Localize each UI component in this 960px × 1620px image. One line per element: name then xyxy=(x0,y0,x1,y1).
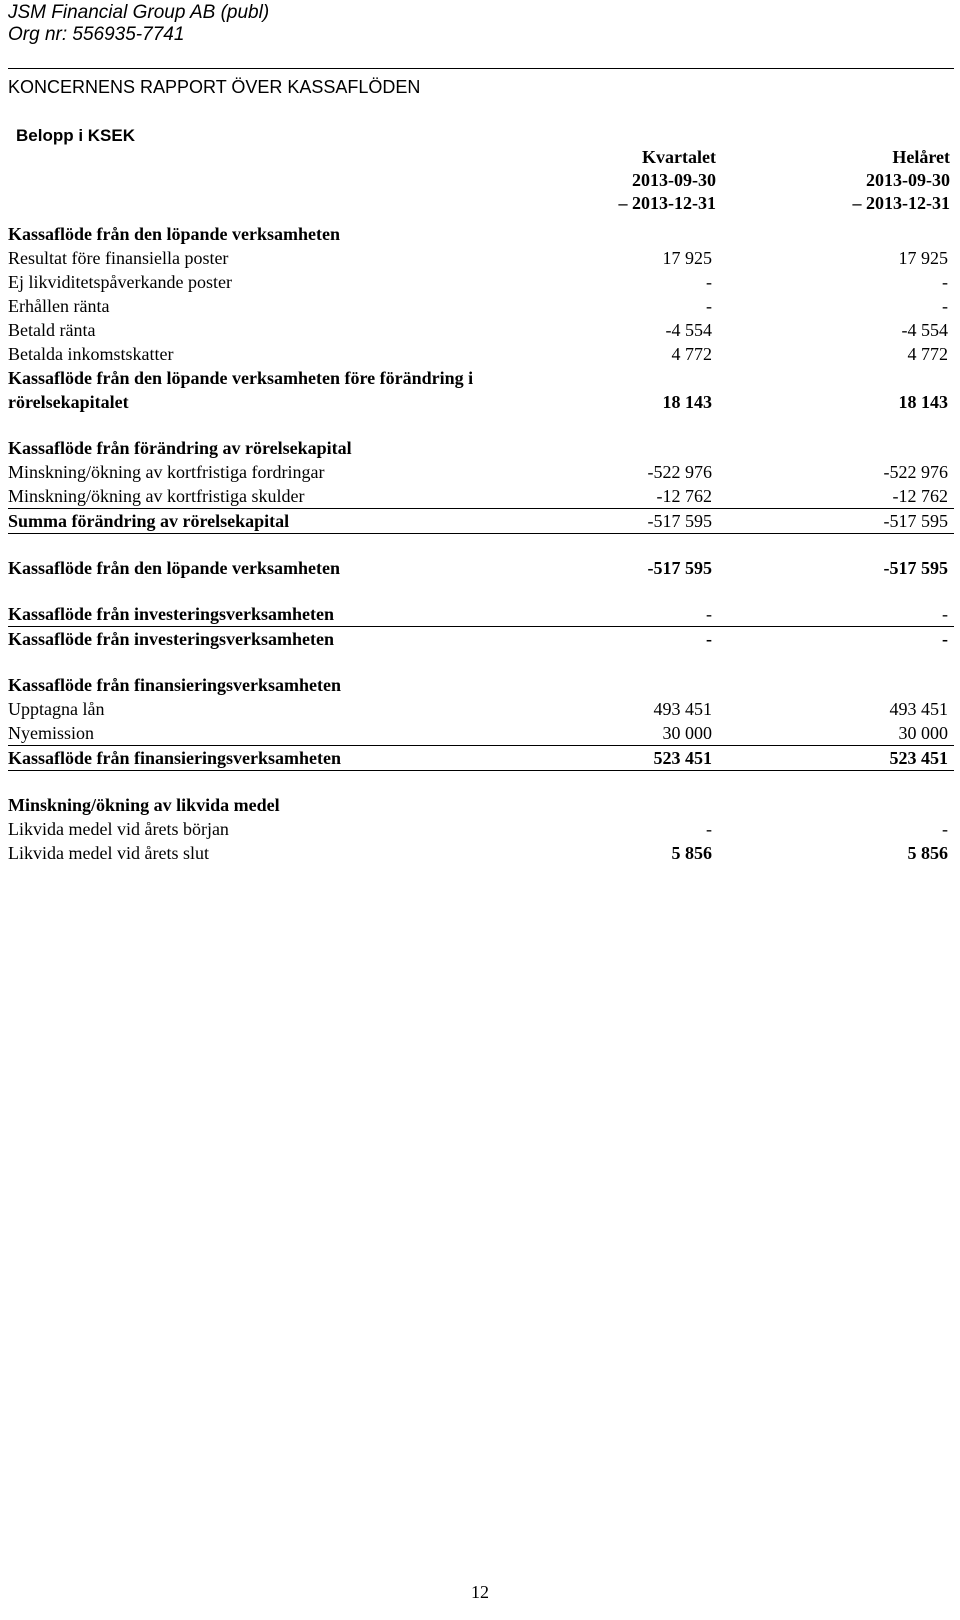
row-value-year: -4 554 xyxy=(901,320,948,340)
row-label: Kassaflöde från finansieringsverksamheten xyxy=(8,746,568,771)
table-row xyxy=(8,721,954,746)
table-row xyxy=(8,294,954,318)
cashflow-table-body xyxy=(8,222,954,865)
column-header-year-line2: 2013-09-30 xyxy=(866,170,950,190)
row-value-year: - xyxy=(942,272,948,292)
row-value-year: - xyxy=(712,602,954,627)
row-value-quarter xyxy=(568,222,712,246)
row-value-quarter: -517 595 xyxy=(647,558,712,578)
row-value-year: 4 772 xyxy=(907,344,948,364)
table-row xyxy=(8,484,954,509)
table-row xyxy=(8,318,954,342)
row-value-quarter: 493 451 xyxy=(653,699,712,719)
table-row xyxy=(8,817,954,841)
row-label: Kassaflöde från förändring av rörelsekapital xyxy=(8,438,352,458)
row-label: Summa förändring av rörelsekapital xyxy=(8,509,568,534)
row-value-quarter: - xyxy=(706,819,712,839)
header-divider xyxy=(8,68,954,69)
table-row xyxy=(8,602,954,627)
row-value-quarter: 5 856 xyxy=(671,843,712,863)
row-value-quarter: 4 772 xyxy=(671,344,712,364)
table-row xyxy=(8,509,954,534)
table-row xyxy=(8,366,954,414)
table-row xyxy=(8,246,954,270)
row-value-year: -517 595 xyxy=(712,509,954,534)
row-label: Resultat före finansiella poster xyxy=(8,248,229,268)
table-row xyxy=(8,270,954,294)
row-value-year: - xyxy=(942,629,948,649)
table-row xyxy=(8,556,954,580)
row-value-year: 493 451 xyxy=(889,699,948,719)
spacer-cell xyxy=(8,580,954,602)
row-value-year xyxy=(712,793,954,817)
row-value-year xyxy=(712,222,954,246)
table-row xyxy=(8,841,954,865)
company-name: JSM Financial Group AB (publ) xyxy=(8,2,270,23)
row-label: Kassaflöde från den löpande verksamheten före förändring i rörelsekapitalet xyxy=(8,368,474,412)
row-value-quarter xyxy=(568,793,712,817)
row-value-quarter xyxy=(568,673,712,697)
table-row xyxy=(8,627,954,652)
row-value-year: -522 976 xyxy=(883,462,948,482)
row-value-quarter: - xyxy=(706,272,712,292)
column-header-year-line1: Helåret xyxy=(892,147,950,167)
row-value-quarter: 523 451 xyxy=(568,746,712,771)
column-header-year-line3: – 2013-12-31 xyxy=(852,193,950,213)
row-value-quarter: 18 143 xyxy=(662,392,712,412)
row-value-quarter: -522 976 xyxy=(647,462,712,482)
row-value-year: 523 451 xyxy=(712,746,954,771)
page-number: 12 xyxy=(471,1582,489,1602)
row-value-year: -517 595 xyxy=(883,558,948,578)
row-label: Kassaflöde från den löpande verksamheten xyxy=(8,558,341,578)
row-value-quarter: - xyxy=(568,602,712,627)
row-label: Minskning/ökning av likvida medel xyxy=(8,795,280,815)
report-title: KONCERNENS RAPPORT ÖVER KASSAFLÖDEN xyxy=(8,77,421,97)
table-row xyxy=(8,697,954,721)
spacer-row xyxy=(8,580,954,602)
table-row xyxy=(8,793,954,817)
amount-unit: Belopp i KSEK xyxy=(16,126,136,145)
table-row xyxy=(8,436,954,460)
spacer-cell xyxy=(8,414,954,436)
row-value-year: 5 856 xyxy=(907,843,948,863)
row-label: Betalda inkomstskatter xyxy=(8,344,174,364)
table-row xyxy=(8,222,954,246)
spacer-row xyxy=(8,414,954,436)
column-header-year xyxy=(853,146,951,215)
row-value-quarter: -12 762 xyxy=(568,484,712,509)
spacer-row xyxy=(8,651,954,673)
row-label: Minskning/ökning av kortfristiga skulder xyxy=(8,484,568,509)
row-value-year xyxy=(712,436,954,460)
row-label: Likvida medel vid årets början xyxy=(8,819,229,839)
table-row xyxy=(8,460,954,484)
row-value-quarter: -517 595 xyxy=(568,509,712,534)
row-value-quarter: 17 925 xyxy=(662,248,712,268)
column-header-quarter-line3: – 2013-12-31 xyxy=(618,193,716,213)
row-value-year: 17 925 xyxy=(898,248,948,268)
row-label: Kassaflöde från den löpande verksamheten xyxy=(8,224,341,244)
row-label: Minskning/ökning av kortfristiga fordringar xyxy=(8,462,325,482)
spacer-row xyxy=(8,534,954,557)
row-label: Kassaflöde från finansieringsverksamheten xyxy=(8,675,341,695)
row-value-quarter: - xyxy=(706,296,712,316)
table-row xyxy=(8,673,954,697)
spacer-cell xyxy=(8,771,954,794)
column-header-quarter-line2: 2013-09-30 xyxy=(632,170,716,190)
row-value-year: -12 762 xyxy=(712,484,954,509)
column-header-quarter-line1: Kvartalet xyxy=(642,147,716,167)
spacer-cell xyxy=(8,534,954,557)
row-label: Upptagna lån xyxy=(8,699,105,719)
row-value-year: 18 143 xyxy=(898,392,948,412)
row-label: Kassaflöde från investeringsverksamheten xyxy=(8,629,334,649)
table-row xyxy=(8,342,954,366)
row-label: Erhållen ränta xyxy=(8,296,110,316)
cashflow-table xyxy=(8,222,954,865)
row-value-quarter: 30 000 xyxy=(568,721,712,746)
row-label: Kassaflöde från investeringsverksamheten xyxy=(8,602,568,627)
row-value-year: - xyxy=(942,296,948,316)
row-value-year xyxy=(712,673,954,697)
spacer-row xyxy=(8,771,954,794)
row-label: Betald ränta xyxy=(8,320,96,340)
row-label: Nyemission xyxy=(8,721,568,746)
row-value-quarter: - xyxy=(706,629,712,649)
row-value-year: - xyxy=(942,819,948,839)
row-value-quarter: -4 554 xyxy=(665,320,712,340)
row-value-year: 30 000 xyxy=(712,721,954,746)
row-label: Likvida medel vid årets slut xyxy=(8,843,209,863)
column-header-quarter xyxy=(619,146,717,215)
org-number: Org nr: 556935-7741 xyxy=(8,24,185,45)
table-row xyxy=(8,746,954,771)
spacer-cell xyxy=(8,651,954,673)
row-value-quarter xyxy=(568,436,712,460)
row-label: Ej likviditetspåverkande poster xyxy=(8,272,232,292)
